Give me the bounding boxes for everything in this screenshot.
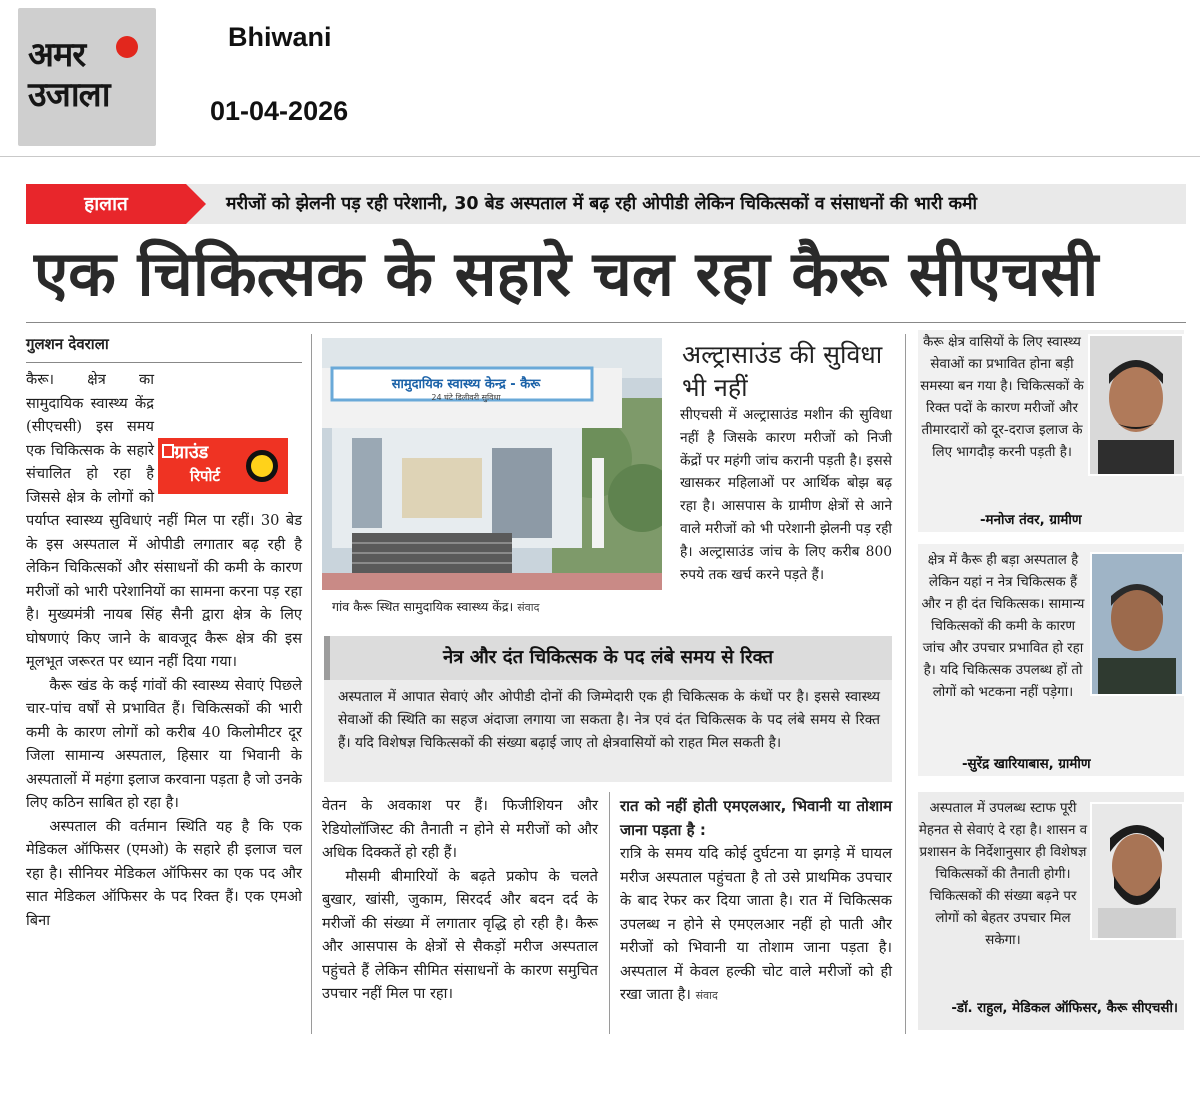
caption-text: गांव कैरू स्थित सामुदायिक स्वास्थ्य केंद्र। xyxy=(332,599,514,614)
paragraph-1: कैरू। क्षेत्र का सामुदायिक स्वास्थ्य केंद्र (सीएचसी) इस समय एक चिकित्सक के सहारे संचालित हो रहा है जिससे क्षेत्र के लोगों को पर्याप्त स्वास्थ्य सुविधाएं नहीं मिल पा रहीं। 30 बेड के इस अस्पताल में ओपीडी लगातार बढ़ रही है लेकिन चिकित्सकों और संसाधनों की कमी के कारण मरीजों को भारी परेशानियों का सामना करना पड़ रहा है। मुख्यमंत्री नायब सिंह सैनी द्वारा क्षेत्र के लिए घोषणाएं किए जाने के बावजूद कैरू क्षेत्र की इस मूलभूत जरूरत पर ध्यान नहीं दिया गया। xyxy=(26,371,302,670)
hospital-photo xyxy=(322,338,662,590)
portrait-surendra xyxy=(1090,552,1184,696)
paragraph-2: कैरू खंड के कई गांवों की स्वास्थ्य सेवाएं पिछले चार-पांच वर्षों से प्रभावित हैं। चिकित्सकों की भारी कमी के कारण लोगों को करीब 40 किलोमीटर दूर जिला सामान्य अस्पताल, हिसार या भिवानी के अस्पतालों में महंगा इलाज करवाना पड़ता है जो उनके लिए कठिन साबित हो रहा है। xyxy=(26,676,302,811)
quote-box-2 xyxy=(918,544,1184,776)
person-photo xyxy=(1092,804,1182,938)
byline: गुलशन देवराला xyxy=(26,335,109,353)
hospital-sign-sub: 24 घंटे डिलीवरी सुविधा xyxy=(431,393,501,402)
hospital-sign: सामुदायिक स्वास्थ्य केन्द्र - कैरू xyxy=(391,377,541,392)
col2-paragraph-1: वेतन के अवकाश पर हैं। फिजीशियन और रेडियोलॉजिस्ट की तैनाती न होने से मरीजों को और अधिक दिक्कतें हो रही हैं। xyxy=(322,797,598,861)
kicker-strap xyxy=(26,184,1186,224)
night-text xyxy=(620,842,892,1008)
portrait-rahul xyxy=(1090,802,1184,940)
badge-line-2: रिपोर्ट xyxy=(190,467,220,485)
column-rule-1 xyxy=(311,334,312,1034)
headline-divider xyxy=(26,322,1186,323)
flag-icon xyxy=(162,444,174,458)
night-paragraph: रात्रि के समय यदि कोई दुर्घटना या झगड़े में घायल मरीज अस्पताल पहुंचता है तो उसे प्राथमिक उपचार के बाद रेफर कर दिया जाता है। रात में चिकित्सक उपलब्ध न होने से एमएलआर नहीं हो पाती और मरीजों को भिवानी या तोशाम जाना पड़ता है। अस्पताल में केवल हल्की चोट वाले मरीजों को ही रखा जाता है। xyxy=(620,845,892,1003)
paragraph-3: अस्पताल की वर्तमान स्थिति यह है कि एक मेडिकल ऑफिसर (एमओ) के सहारे ही इलाज चल रहा है। सीनियर मेडिकल ऑफिसर का एक पद और सात मेडिकल ऑफिसर के पद रिक्त हैं। एक एमओ बिना xyxy=(26,817,302,929)
quote-box-1 xyxy=(918,330,1184,532)
vacancy-box-title: नेत्र और दंत चिकित्सक के पद लंबे समय से रिक्त xyxy=(324,636,892,680)
headline: एक चिकित्सक के सहारे चल रहा कैरू सीएचसी xyxy=(34,237,1099,310)
ground-report-badge xyxy=(158,438,288,494)
quote-box-3 xyxy=(918,792,1184,1030)
quote-2-text: क्षेत्र में कैरू ही बड़ा अस्पताल है लेकिन यहां न नेत्र चिकित्सक हैं और न ही दंत चिकित्सक। सामान्य चिकित्सकों की कमी के कारण जांच और उपचार प्रभावित हो रहा है। यदि चिकित्सक उपलब्ध हों तो लोगों को भटकना नहीं पड़ेगा। xyxy=(921,553,1085,700)
photo-caption xyxy=(332,598,539,615)
newspaper-logo xyxy=(18,8,156,146)
person-photo xyxy=(1090,336,1182,474)
ultrasound-subhead: अल्ट्रासाउंड की सुविधा भी नहीं xyxy=(682,340,883,402)
quote-2-sign: -सुरेंद्र खारियाबास, ग्रामीण xyxy=(962,757,1091,772)
header-divider xyxy=(0,156,1200,157)
column-rule-2 xyxy=(609,792,610,1034)
quote-1-text: कैरू क्षेत्र वासियों के लिए स्वास्थ्य सेवाओं का प्रभावित होना बड़ी समस्या बन गया है। चिकित्सकों के रिक्त पदों के कारण मरीजों और तीमारदारों को दूर-दराज इलाज के लिए भागदौड़ करनी पड़ती है। xyxy=(920,335,1084,460)
portrait-manoj xyxy=(1088,334,1184,476)
sun-icon xyxy=(116,36,138,58)
column-rule-3 xyxy=(905,334,906,1034)
edition-city: Bhiwani xyxy=(228,22,332,52)
edition-date: 01-04-2026 xyxy=(210,96,349,126)
quote-3-sign: -डॉ. राहुल, मेडिकल ऑफिसर, कैरू सीएचसी। xyxy=(951,1001,1178,1016)
col2-paragraph-2: मौसमी बीमारियों के बढ़ते प्रकोप के चलते बुखार, खांसी, जुकाम, सिरदर्द और बदन दर्द के मरीजों की संख्या में लगातार वृद्धि हो रही है। कैरू और आसपास के क्षेत्रों से सैकड़ों मरीज अस्पताल पहुंचते हैं लेकिन सीमित संसाधनों के कारण समुचित उपचार नहीं मिल पा रहा। xyxy=(322,867,598,1002)
magnifier-icon xyxy=(246,450,278,482)
night-subhead: रात को नहीं होती एमएलआर, भिवानी या तोशाम जाना पड़ता है : xyxy=(620,797,892,839)
kicker-text: मरीजों को झेलनी पड़ रही परेशानी, 30 बेड अस्पताल में बढ़ रही ओपीडी लेकिन चिकित्सकों व संसाधनों की भारी कमी xyxy=(226,194,978,214)
article-column-2 xyxy=(322,794,598,1006)
byline-divider xyxy=(26,362,302,363)
ultrasound-text: सीएचसी में अल्ट्रासाउंड मशीन की सुविधा नहीं है जिसके कारण मरीजों को निजी केंद्रों पर महंगी जांच करानी पड़ती है। इससे खासकर महिलाओं पर आर्थिक बोझ बढ़ रहा है। आसपास के ग्रामीण क्षेत्रों से आने वाले मरीजों को भी परेशानी झेलनी पड़ रही है। अल्ट्रासाउंड जांच के लिए करीब 800 रुपये तक खर्च करने पड़ते हैं। xyxy=(680,407,892,583)
quote-1-sign: -मनोज तंवर, ग्रामीण xyxy=(980,513,1082,528)
night-credit: संवाद xyxy=(695,989,718,1002)
badge-line-1: ग्राउंड xyxy=(174,442,209,463)
vacancy-box xyxy=(324,636,892,782)
person-photo xyxy=(1092,554,1182,694)
vacancy-box-text: अस्पताल में आपात सेवाएं और ओपीडी दोनों की जिम्मेदारी एक ही चिकित्सक के कंधों पर है। इससे स्वास्थ्य सेवाओं की स्थिति का सहज अंदाजा लगाया जा सकता है। नेत्र एवं दंत चिकित्सक के पद लंबे समय से रिक्त हैं। यदि विशेषज्ञ चिकित्सकों की संख्या बढ़ाई जाए तो क्षेत्रवासियों को राहत मिल सकती है। xyxy=(338,689,880,751)
logo-line-1: अमर xyxy=(28,35,86,75)
quote-3-text: अस्पताल में उपलब्ध स्टाफ पूरी मेहनत से सेवाएं दे रहा है। शासन व प्रशासन के निर्देशानुसार ही विशेषज्ञ चिकित्सकों की तैनाती होगी। चिकित्सकों की संख्या बढ़ने पर लोगों को बेहतर उपचार मिल सकेगा। xyxy=(918,801,1088,948)
caption-credit: संवाद xyxy=(517,601,540,614)
logo-line-2: उजाला xyxy=(28,75,110,115)
kicker-tag: हालात xyxy=(26,184,186,224)
